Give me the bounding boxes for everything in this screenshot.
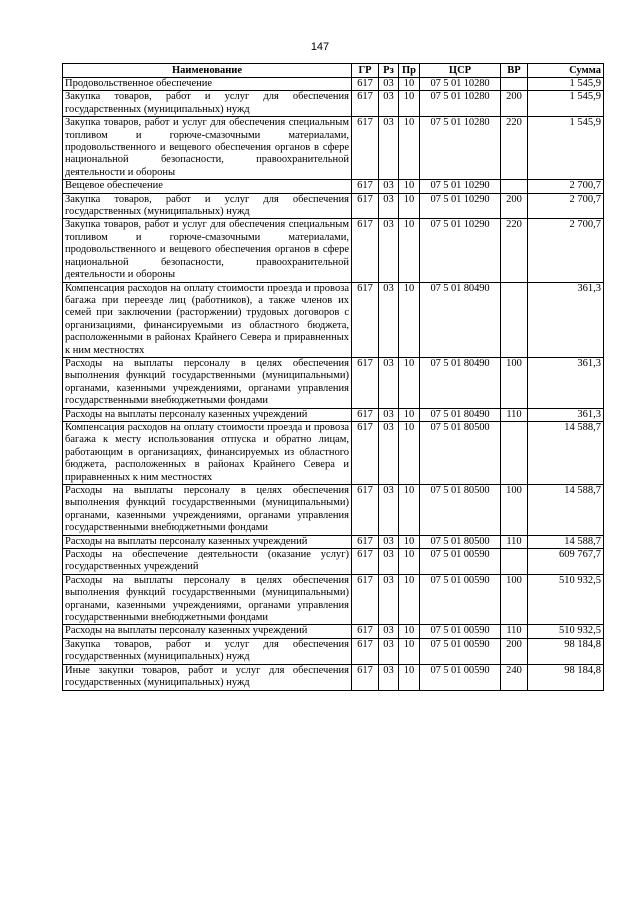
row-vr [501,180,528,193]
row-csr: 07 5 01 80500 [420,421,501,484]
table-row [63,625,604,638]
row-name: Расходы на выплаты персоналу казенных учреждений [63,625,352,638]
row-csr: 07 5 01 80500 [420,485,501,536]
row-rz: 03 [379,549,399,575]
row-name: Вещевое обеспечение [63,180,352,193]
row-sum: 510 932,5 [528,625,604,638]
row-pr: 10 [399,282,420,357]
header-name: Наименование [63,64,352,78]
row-name: Закупка товаров, работ и услуг для обеспечения специальным топливом и горюче-смазочными материалами, продовольственного и вещевого обеспечения органов в сфере национальной безопасности, правоохранительной деятельности и обороны [63,219,352,282]
table-row [63,91,604,117]
header-csr: ЦСР [420,64,501,78]
header-rz: Рз [379,64,399,78]
row-rz: 03 [379,180,399,193]
row-csr: 07 5 01 80490 [420,357,501,408]
table-row [63,421,604,484]
table-row [63,408,604,421]
table-row [63,282,604,357]
row-sum: 510 932,5 [528,574,604,625]
row-pr: 10 [399,664,420,690]
row-sum: 98 184,8 [528,638,604,664]
row-rz: 03 [379,282,399,357]
row-rz: 03 [379,78,399,91]
row-sum: 98 184,8 [528,664,604,690]
row-gr: 617 [352,282,379,357]
row-vr: 240 [501,664,528,690]
row-csr: 07 5 01 80500 [420,535,501,548]
row-sum: 2 700,7 [528,219,604,282]
row-rz: 03 [379,219,399,282]
row-name: Расходы на выплаты персоналу в целях обеспечения выполнения функций государственными (муниципальными) органами, казенными учреждениями, органами управления государственными внебюджетными фондами [63,485,352,536]
row-name: Расходы на выплаты персоналу казенных учреждений [63,408,352,421]
row-sum: 1 545,9 [528,78,604,91]
table-row [63,574,604,625]
row-sum: 609 767,7 [528,549,604,575]
row-name: Закупка товаров, работ и услуг для обеспечения государственных (муниципальных) нужд [63,193,352,219]
row-gr: 617 [352,549,379,575]
row-pr: 10 [399,219,420,282]
table-row [63,549,604,575]
row-rz: 03 [379,638,399,664]
row-pr: 10 [399,91,420,117]
header-gr: ГР [352,64,379,78]
budget-table [62,63,604,691]
row-pr: 10 [399,535,420,548]
row-vr: 200 [501,91,528,117]
row-name: Расходы на выплаты персоналу в целях обеспечения выполнения функций государственными (муниципальными) органами, казенными учреждениями, органами управления государственными внебюджетными фондами [63,357,352,408]
row-rz: 03 [379,421,399,484]
row-name: Расходы на обеспечение деятельности (оказание услуг) государственных учреждений [63,549,352,575]
row-vr [501,421,528,484]
row-gr: 617 [352,357,379,408]
row-vr: 200 [501,193,528,219]
row-vr: 220 [501,219,528,282]
row-csr: 07 5 01 00590 [420,549,501,575]
row-gr: 617 [352,193,379,219]
row-csr: 07 5 01 10290 [420,193,501,219]
row-vr [501,78,528,91]
row-csr: 07 5 01 00590 [420,638,501,664]
row-pr: 10 [399,485,420,536]
row-csr: 07 5 01 10280 [420,91,501,117]
row-csr: 07 5 01 10290 [420,180,501,193]
row-name: Иные закупки товаров, работ и услуг для обеспечения государственных (муниципальных) нужд [63,664,352,690]
table-row [63,535,604,548]
row-gr: 617 [352,574,379,625]
row-csr: 07 5 01 00590 [420,625,501,638]
row-csr: 07 5 01 80490 [420,408,501,421]
row-name: Продовольственное обеспечение [63,78,352,91]
row-csr: 07 5 01 00590 [420,574,501,625]
row-vr: 110 [501,408,528,421]
row-rz: 03 [379,91,399,117]
row-name: Компенсация расходов на оплату стоимости проезда и провоза багажа при переезде лиц (работников), а также членов их семей при заключении (расторжении) трудовых договоров с организациями, финансируемыми из областного бюджета, расположенными в районах Крайнего Севера и приравненных к ним местностях [63,282,352,357]
row-rz: 03 [379,664,399,690]
header-sum: Сумма [528,64,604,78]
row-csr: 07 5 01 10280 [420,78,501,91]
row-rz: 03 [379,408,399,421]
row-rz: 03 [379,357,399,408]
row-gr: 617 [352,180,379,193]
row-pr: 10 [399,625,420,638]
row-pr: 10 [399,78,420,91]
header-pr: Пр [399,64,420,78]
table-row [63,117,604,180]
row-vr: 220 [501,117,528,180]
row-pr: 10 [399,421,420,484]
row-sum: 361,3 [528,357,604,408]
row-gr: 617 [352,91,379,117]
table-row [63,357,604,408]
row-name: Компенсация расходов на оплату стоимости проезда и провоза багажа к месту использования отпуска и обратно лицам, работающим в организациях, финансируемых из областного бюджета, расположенных в районах Крайнего Севера и приравненных к ним местностях [63,421,352,484]
row-name: Расходы на выплаты персоналу в целях обеспечения выполнения функций государственными (муниципальными) органами, казенными учреждениями, органами управления государственными внебюджетными фондами [63,574,352,625]
row-pr: 10 [399,549,420,575]
row-name: Закупка товаров, работ и услуг для обеспечения государственных (муниципальных) нужд [63,91,352,117]
row-vr: 110 [501,535,528,548]
row-vr: 200 [501,638,528,664]
row-rz: 03 [379,485,399,536]
row-rz: 03 [379,574,399,625]
header-vr: ВР [501,64,528,78]
row-name: Расходы на выплаты персоналу казенных учреждений [63,535,352,548]
row-name: Закупка товаров, работ и услуг для обеспечения специальным топливом и горюче-смазочными материалами, продовольственного и вещевого обеспечения органов в сфере национальной безопасности, правоохранительной деятельности и обороны [63,117,352,180]
row-rz: 03 [379,625,399,638]
row-sum: 1 545,9 [528,91,604,117]
row-csr: 07 5 01 10280 [420,117,501,180]
row-name: Закупка товаров, работ и услуг для обеспечения государственных (муниципальных) нужд [63,638,352,664]
row-rz: 03 [379,535,399,548]
row-pr: 10 [399,574,420,625]
table-row [63,180,604,193]
table-row [63,664,604,690]
row-sum: 14 588,7 [528,421,604,484]
row-csr: 07 5 01 00590 [420,664,501,690]
row-sum: 2 700,7 [528,180,604,193]
row-gr: 617 [352,625,379,638]
row-sum: 2 700,7 [528,193,604,219]
row-pr: 10 [399,357,420,408]
row-sum: 14 588,7 [528,485,604,536]
row-sum: 14 588,7 [528,535,604,548]
page-number: 147 [310,41,330,53]
row-gr: 617 [352,638,379,664]
table-header-row [63,64,604,78]
row-vr: 100 [501,574,528,625]
row-gr: 617 [352,117,379,180]
row-pr: 10 [399,180,420,193]
row-csr: 07 5 01 10290 [420,219,501,282]
row-pr: 10 [399,193,420,219]
table-row [63,219,604,282]
row-rz: 03 [379,117,399,180]
row-gr: 617 [352,485,379,536]
table-row [63,78,604,91]
row-sum: 361,3 [528,282,604,357]
row-pr: 10 [399,408,420,421]
row-rz: 03 [379,193,399,219]
row-gr: 617 [352,421,379,484]
row-vr: 100 [501,485,528,536]
table-row [63,193,604,219]
row-gr: 617 [352,535,379,548]
row-vr: 110 [501,625,528,638]
table-row [63,485,604,536]
row-vr [501,282,528,357]
row-gr: 617 [352,219,379,282]
row-gr: 617 [352,78,379,91]
row-sum: 1 545,9 [528,117,604,180]
row-vr [501,549,528,575]
row-sum: 361,3 [528,408,604,421]
row-pr: 10 [399,638,420,664]
row-vr: 100 [501,357,528,408]
row-csr: 07 5 01 80490 [420,282,501,357]
row-gr: 617 [352,408,379,421]
table-row [63,638,604,664]
row-gr: 617 [352,664,379,690]
row-pr: 10 [399,117,420,180]
